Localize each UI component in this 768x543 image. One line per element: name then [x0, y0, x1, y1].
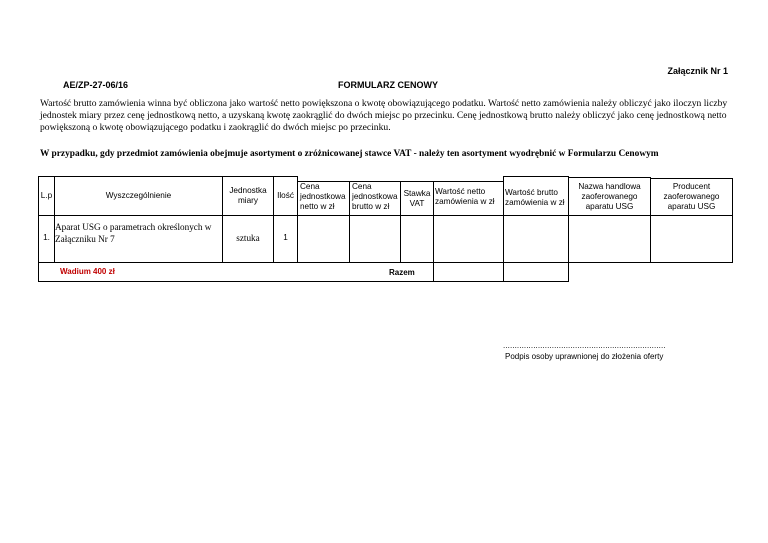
wadium-note: Wadium 400 zł — [60, 267, 115, 276]
row-qty: 1 — [283, 233, 288, 242]
row-item: Aparat USG o parametrach określonych w Załączniku Nr 7 — [55, 222, 212, 244]
signature-label: Podpis osoby uprawnionej do złożenia oferty — [505, 352, 664, 361]
header-item: Wyszczególnienie — [105, 191, 172, 200]
header-unit: Jednostka miary — [229, 186, 267, 205]
header-gross-value: Wartość brutto zamówienia w zł — [505, 188, 565, 207]
razem-label: Razem — [389, 268, 415, 277]
input-vat[interactable] — [401, 216, 433, 262]
reference-number: AE/ZP-27-06/16 — [63, 80, 129, 90]
input-trade-name[interactable] — [569, 216, 650, 262]
vat-notice: W przypadku, gdy przedmiot zamówienia obejmuje asortyment o zróżnicowanej stawce VAT - należy ten asortyment wyodrębnić w Formularzu Cenowym — [40, 149, 659, 159]
header-unit-gross: Cena jednostkowa brutto w zł — [352, 182, 398, 211]
header-trade-name: Nazwa handlowa zaoferowanego aparatu USG — [578, 181, 641, 211]
row-unit: sztuka — [236, 233, 260, 243]
page-title: FORMULARZ CENOWY — [338, 80, 438, 90]
header-lp: L.p — [40, 191, 53, 200]
header-unit-net: Cena jednostkowa netto w zł — [300, 182, 346, 211]
header-producer: Producent zaoferowanego aparatu USG — [663, 182, 720, 211]
input-gross-value[interactable] — [504, 216, 568, 262]
input-producer[interactable] — [651, 216, 732, 262]
header-vat: Stawka VAT — [403, 188, 431, 208]
row-lp: 1. — [43, 233, 50, 242]
input-total-gross[interactable] — [504, 263, 568, 281]
input-net-value[interactable] — [434, 216, 503, 262]
signature-line: ...................................................................... — [503, 341, 666, 350]
header-qty: Ilość — [277, 191, 294, 200]
input-total-net[interactable] — [434, 263, 503, 281]
input-unit-net[interactable] — [298, 216, 349, 262]
header-net-value: Wartość netto zamówienia w zł — [435, 187, 495, 206]
input-unit-gross[interactable] — [350, 216, 400, 262]
annex-label: Załącznik Nr 1 — [667, 66, 728, 76]
intro-paragraph: Wartość brutto zamówienia winna być obliczona jako wartość netto powiększona o kwotę obowiązującego podatku. Wartość netto zamówienia należy obliczyć jako iloczyn liczby jednostek miary przez cenę jednostkową netto, a uzyskaną kwotę zaokrąglić do dwóch miejsc po przecinku. Cenę jednostkową brutto należy obliczyć jako cenę jednostkową netto powiększoną o kwotę obowiązującego podatku i zaokrąglić do dwóch miejsc po przecinku. — [40, 98, 728, 134]
